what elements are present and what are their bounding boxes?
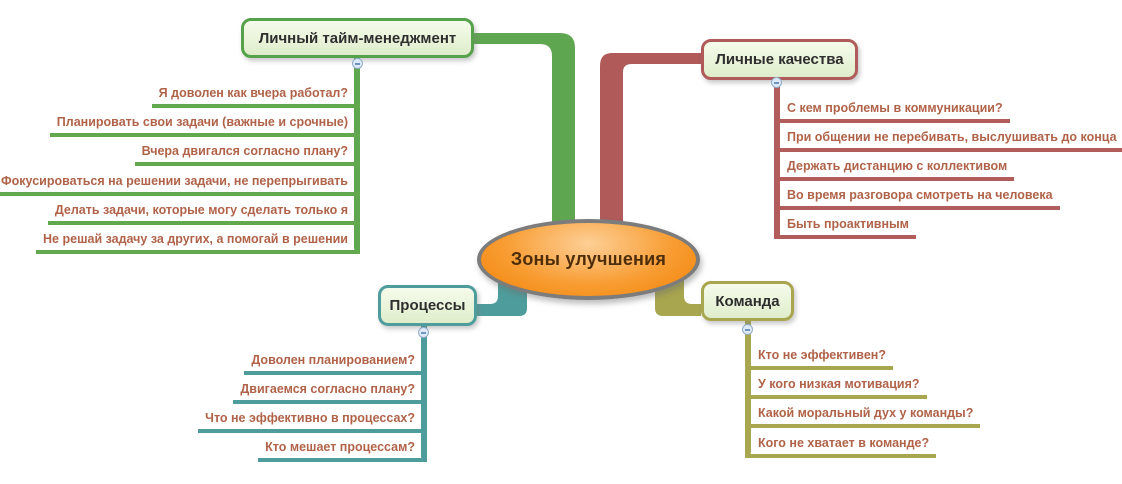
subtopic-item[interactable]: Планировать свои задачи (важные и срочные): [50, 115, 360, 137]
topic-time-management[interactable]: [241, 18, 474, 58]
topic-label: Личный тайм-менеджмент: [258, 29, 457, 47]
subtopic-item[interactable]: С кем проблемы в коммуникации?: [774, 101, 1010, 123]
topic-personal-qualities[interactable]: [701, 39, 858, 80]
topic-label: Личные качества: [715, 51, 844, 68]
subtopic-item[interactable]: Кого не хватает в команде?: [745, 436, 936, 458]
subtopic-item[interactable]: Вчера двигался согласно плану?: [135, 144, 360, 166]
subtopic-item[interactable]: Кто мешает процессам?: [258, 440, 427, 462]
connector-personal-qualities: [600, 53, 707, 235]
subtopic-item[interactable]: Не решай задачу за других, а помогай в решении: [36, 232, 360, 254]
subtopic-item[interactable]: Доволен планированием?: [244, 353, 427, 375]
subtopic-item[interactable]: Быть проактивным: [774, 217, 916, 239]
collapse-icon[interactable]: [742, 324, 753, 335]
subtopic-item[interactable]: Двигаемся согласно плану?: [233, 382, 427, 404]
topic-team[interactable]: [701, 281, 794, 321]
topic-label: Процессы: [389, 297, 466, 314]
topic-processes[interactable]: [378, 285, 477, 326]
central-topic-label: Зоны улучшения: [510, 249, 667, 269]
subtopic-item[interactable]: При общении не перебивать, выслушивать до конца: [774, 130, 1122, 152]
central-topic[interactable]: [477, 219, 700, 300]
collapse-icon[interactable]: [352, 58, 363, 69]
subtopic-item[interactable]: Во время разговора смотреть на человека: [774, 188, 1060, 210]
subtopic-item[interactable]: Какой моральный дух у команды?: [745, 406, 980, 428]
subtopic-item[interactable]: Держать дистанцию с коллективом: [774, 159, 1014, 181]
collapse-icon[interactable]: [771, 77, 782, 88]
subtopic-item[interactable]: Кто не эффективен?: [745, 348, 893, 370]
collapse-icon[interactable]: [418, 327, 429, 338]
connector-time-management: [471, 33, 575, 235]
subtopic-item[interactable]: Я доволен как вчера работал?: [152, 86, 360, 108]
subtopic-item[interactable]: Делать задачи, которые могу сделать только я: [48, 203, 360, 225]
subtopic-item[interactable]: У кого низкая мотивация?: [745, 377, 927, 399]
topic-label: Команда: [715, 292, 780, 310]
subtopic-item[interactable]: Что не эффективно в процессах?: [198, 411, 427, 433]
subtopic-item[interactable]: Фокусироваться на решении задачи, не перепрыгивать: [0, 174, 360, 196]
